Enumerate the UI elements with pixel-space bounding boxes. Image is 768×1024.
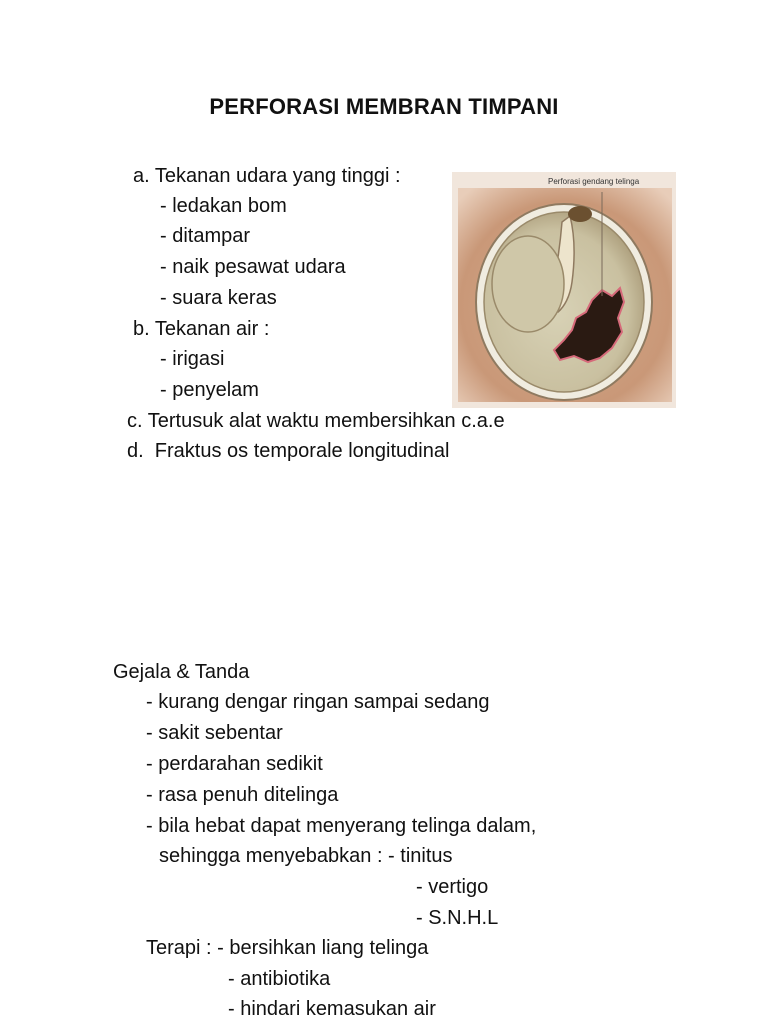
symptom-item: - sakit sebentar — [146, 722, 283, 744]
symptoms-heading: Gejala & Tanda — [113, 661, 250, 683]
cause-d-label: d. Fraktus os temporale longitudinal — [127, 440, 450, 462]
symptom-sub-item: - vertigo — [416, 876, 489, 898]
therapy-item: - antibiotika — [228, 968, 331, 990]
symptom-item: - perdarahan sedikit — [146, 753, 323, 775]
page-title: PERFORASI MEMBRAN TIMPANI — [209, 94, 559, 119]
therapy-item: - hindari kemasukan air — [228, 998, 436, 1020]
cause-a-item: - ledakan bom — [160, 195, 287, 217]
symptom-item: - bila hebat dapat menyerang telinga dalam, — [146, 815, 537, 837]
cause-b-label: b. Tekanan air : — [133, 318, 270, 340]
figure-label: Perforasi gendang telinga — [548, 177, 640, 186]
therapy-label: Terapi : - bersihkan liang telinga — [146, 937, 429, 959]
cause-c-label: c. Tertusuk alat waktu membersihkan c.a.e — [127, 410, 505, 432]
cause-a-item: - suara keras — [160, 287, 277, 309]
eardrum-perforation-illustration — [452, 172, 676, 408]
symptom-continuation: sehingga menyebabkan : - tinitus — [159, 845, 453, 867]
cause-b-item: - irigasi — [160, 348, 225, 370]
symptom-item: - kurang dengar ringan sampai sedang — [146, 691, 490, 713]
symptom-sub-item: - S.N.H.L — [416, 907, 499, 929]
symptom-item: - rasa penuh ditelinga — [146, 784, 339, 806]
cause-a-item: - ditampar — [160, 225, 251, 247]
cause-a-item: - naik pesawat udara — [160, 256, 346, 278]
cause-a-label: a. Tekanan udara yang tinggi : — [133, 165, 401, 187]
cause-b-item: - penyelam — [160, 379, 259, 401]
